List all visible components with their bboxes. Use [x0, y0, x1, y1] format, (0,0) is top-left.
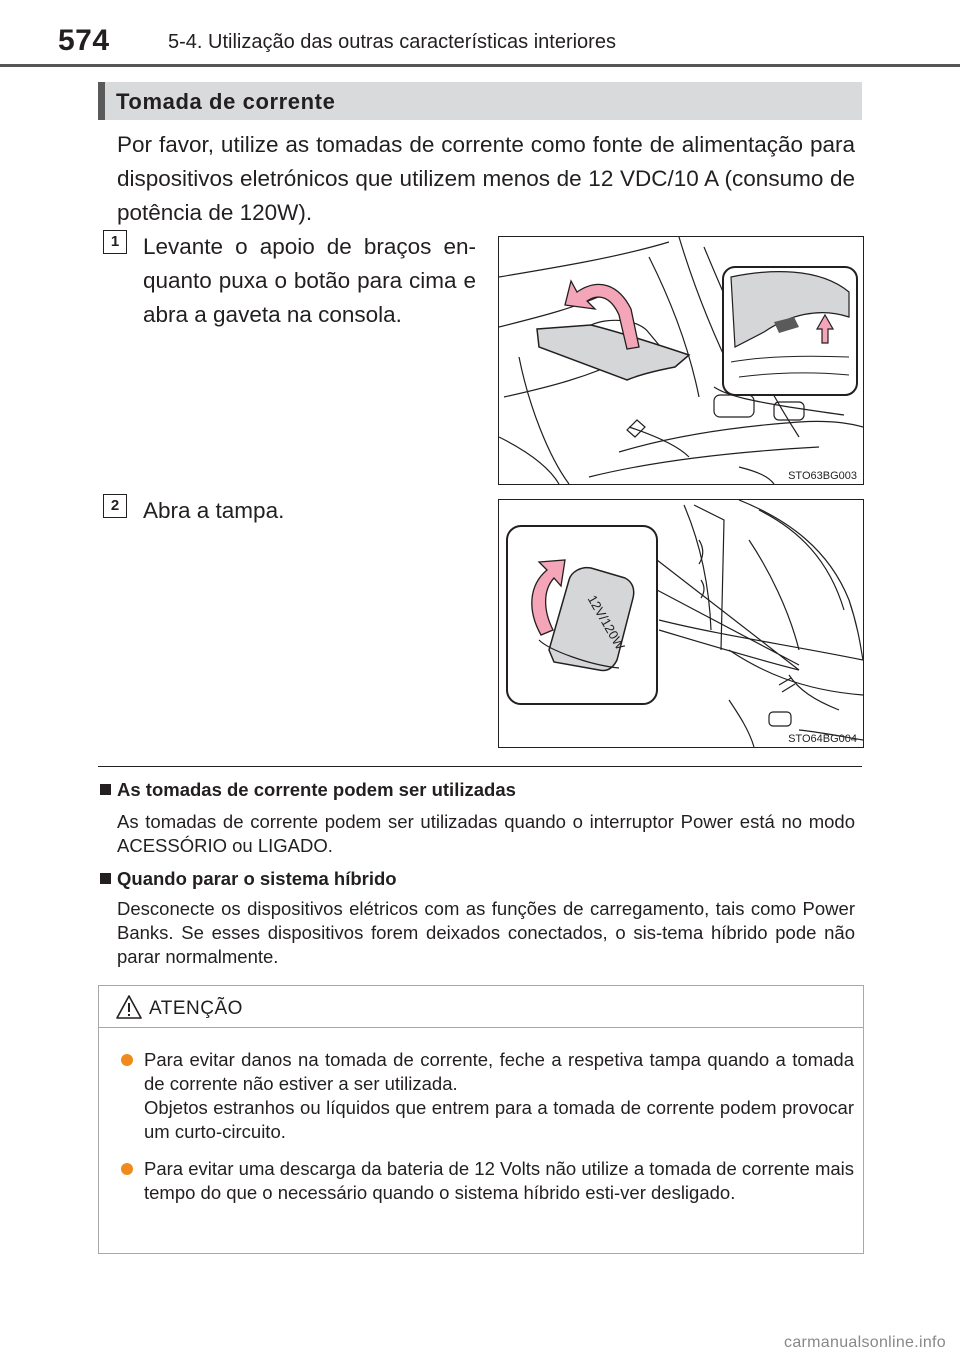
square-bullet-icon	[100, 784, 111, 795]
note-body-1: As tomadas de corrente podem ser utilizadas quando o interruptor Power está no modo ACESSÓRIO ou LIGADO.	[117, 811, 855, 856]
step-1-text: Levante o apoio de braços en-quanto puxa o botão para cima e abra a gaveta na consola.	[143, 234, 476, 327]
warning-item-1-line2: Objetos estranhos ou líquidos que entrem para a tomada de corrente podem provocar um curto-circuito.	[144, 1097, 854, 1142]
cover-label: 12V/120W	[584, 592, 628, 653]
section-title-bar	[98, 82, 862, 120]
warning-item-1	[121, 1048, 854, 1144]
cover-illustration	[499, 500, 863, 747]
note-heading-2: Quando parar o sistema híbrido	[100, 868, 397, 890]
running-head: 5-4. Utilização das outras características interiores	[168, 31, 616, 53]
intro-paragraph: Por favor, utilize as tomadas de corrente como fonte de alimentação para dispositivos eletrónicos que utilizem menos de 12 VDC/10 A (consumo de potência de 120W).	[117, 132, 855, 225]
warning-triangle-icon	[115, 994, 143, 1020]
warning-title: ATENÇÃO	[149, 998, 243, 1019]
section-divider	[98, 766, 862, 767]
figure-armrest-console	[498, 236, 864, 485]
section-bar-accent	[98, 82, 105, 120]
note-body-2: Desconecte os dispositivos elétricos com as funções de carregamento, tais como Power Banks. Se esses dispositivos forem deixados conectados, o sis-tema híbrido pode não parar normalmente.	[117, 898, 855, 967]
warning-separator	[99, 1027, 863, 1028]
warning-item-2-line1: Para evitar uma descarga da bateria de 12 Volts não utilize a tomada de corrente mais tempo do que o necessário quando o sistema híbrido esti-ver desligado.	[144, 1158, 854, 1203]
figure-code-1: STO63BG003	[788, 470, 857, 482]
square-bullet-icon	[100, 873, 111, 884]
orange-bullet-icon	[121, 1054, 133, 1066]
figure-code-2: STO64BG004	[788, 733, 857, 745]
figure-open-cover	[498, 499, 864, 748]
step-number-1: 1	[103, 230, 127, 254]
orange-bullet-icon	[121, 1163, 133, 1175]
step-number-2: 2	[103, 494, 127, 518]
step-2-text: Abra a tampa.	[143, 498, 285, 523]
header-rule	[0, 64, 960, 67]
watermark: carmanualsonline.info	[784, 1334, 946, 1351]
warning-item-1-line1: Para evitar danos na tomada de corrente, feche a respetiva tampa quando a tomada de corrente não estiver a ser utilizada.	[144, 1049, 854, 1094]
note-heading-1: As tomadas de corrente podem ser utilizadas	[100, 779, 516, 801]
warning-box	[98, 985, 864, 1254]
section-title: Tomada de corrente	[116, 89, 336, 114]
page-number: 574	[58, 24, 110, 57]
armrest-illustration	[499, 237, 863, 484]
warning-item-2	[121, 1157, 854, 1205]
